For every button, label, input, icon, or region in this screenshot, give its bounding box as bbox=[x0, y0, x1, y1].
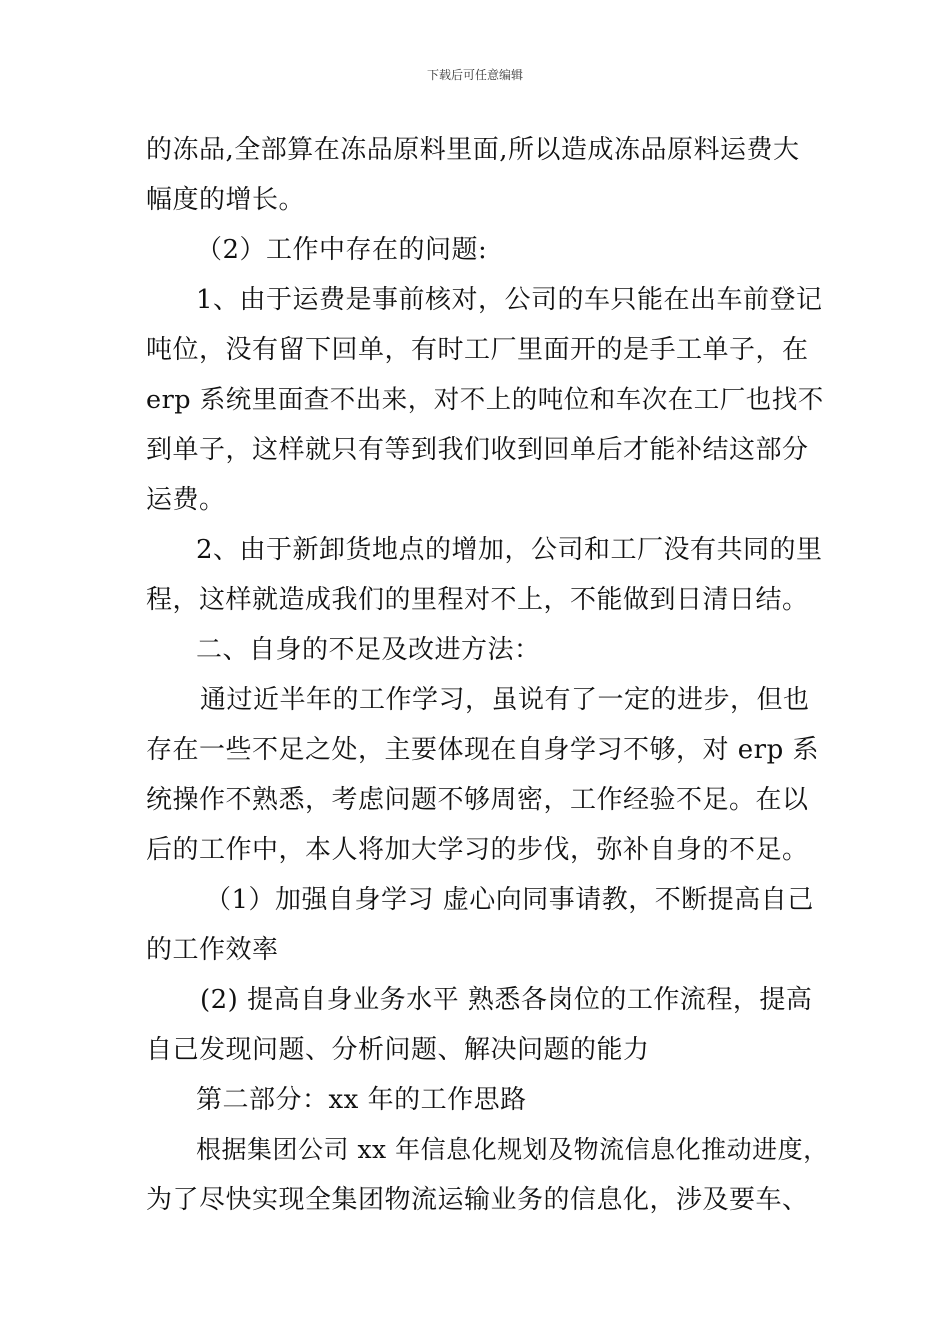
text-line: 通过近半年的工作学习，虽说有了一定的进步，但也 bbox=[200, 685, 810, 715]
text-line: （2）工作中存在的问题: bbox=[196, 235, 488, 265]
text-line: 1、由于运费是事前核对，公司的车只能在出车前登记 bbox=[196, 285, 823, 315]
text-line: 的工作效率 bbox=[146, 935, 279, 965]
text-line: （1）加强自身学习 虚心向同事请教，不断提高自己 bbox=[205, 885, 814, 915]
text-line: 存在一些不足之处，主要体现在自身学习不够，对 erp 系 bbox=[146, 735, 819, 765]
text-line: 后的工作中，本人将加大学习的步伐，弥补自身的不足。 bbox=[146, 835, 809, 865]
text-line: 吨位，没有留下回单，有时工厂里面开的是手工单子，在 bbox=[146, 335, 809, 365]
text-line: 为了尽快实现全集团物流运输业务的信息化，涉及要车、 bbox=[146, 1185, 809, 1215]
page-header: 下载后可任意编辑 bbox=[426, 68, 523, 82]
text-line: 运费。 bbox=[146, 485, 226, 515]
text-line: 的冻品,全部算在冻品原料里面,所以造成冻品原料运费大 bbox=[146, 135, 800, 165]
text-line: 统操作不熟悉，考虑问题不够周密，工作经验不足。在以 bbox=[146, 785, 809, 815]
text-line: 根据集团公司 xx 年信息化规划及物流信息化推动进度， bbox=[196, 1135, 829, 1164]
text-line: 到单子，这样就只有等到我们收到回单后才能补结这部分 bbox=[146, 435, 809, 465]
text-line: 自己发现问题、分析问题、解决问题的能力 bbox=[146, 1035, 650, 1065]
text-line: (2) 提高自身业务水平 熟悉各岗位的工作流程，提高 bbox=[200, 985, 813, 1015]
section-heading: 二、自身的不足及改进方法： bbox=[196, 635, 541, 665]
text-line: 幅度的增长。 bbox=[146, 185, 306, 215]
text-line: 程，这样就造成我们的里程对不上，不能做到日清日结。 bbox=[146, 585, 809, 615]
text-line: 2、由于新卸货地点的增加，公司和工厂没有共同的里 bbox=[196, 535, 823, 565]
text-line: erp 系统里面查不出来，对不上的吨位和车次在工厂也找不 bbox=[146, 385, 824, 415]
section-heading: 第二部分：xx 年的工作思路 bbox=[196, 1085, 527, 1115]
